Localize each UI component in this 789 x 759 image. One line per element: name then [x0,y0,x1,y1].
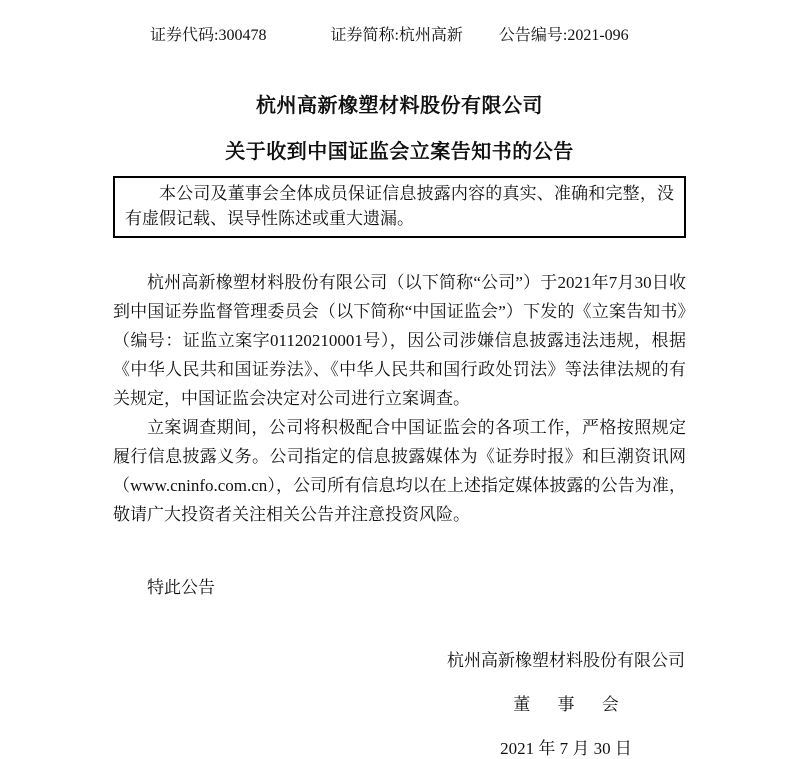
closing-statement: 特此公告 [147,578,215,597]
signature-date: 2021 年 7 月 30 日 [500,739,632,758]
disclaimer-box [113,176,686,238]
signature-board-of-directors: 董 事 会 [513,695,619,714]
announcement-number: 公告编号:2021-096 [498,27,629,44]
signature-block [446,651,686,759]
body-paragraph-2: 立案调查期间，公司将积极配合中国证监会的各项工作，严格按照规定履行信息披露义务。公司指定的信息披露媒体为《证券时报》和巨潮资讯网（www.cninfo.com.cn），公司所有信息均以在上述指定媒体披露的公告为准，敬请广大投资者关注相关公告并注意投资风险。 [113,418,686,524]
stock-short-name: 证券简称:杭州高新 [330,27,463,44]
stock-code: 证券代码:300478 [150,27,267,44]
company-title: 杭州高新橡塑材料股份有限公司 [256,95,543,117]
signature-company-name: 杭州高新橡塑材料股份有限公司 [447,651,685,670]
disclaimer-text: 本公司及董事会全体成员保证信息披露内容的真实、准确和完整，没有虚假记载、误导性陈述或重大遗漏。 [125,184,674,228]
body-paragraph-1: 杭州高新橡塑材料股份有限公司（以下简称“公司”）于2021年7月30日收到中国证券监督管理委员会（以下简称“中国证监会”）下发的《立案告知书》（编号：证监立案字01120210001号），因公司涉嫌信息披露违法违规，根据《中华人民共和国证券法》、《中华人民共和国行政处罚法》等法律法规的有关规定，中国证监会决定对公司进行立案调查。 [113,273,686,408]
document-header [113,26,686,46]
announcement-title: 关于收到中国证监会立案告知书的公告 [225,141,574,163]
